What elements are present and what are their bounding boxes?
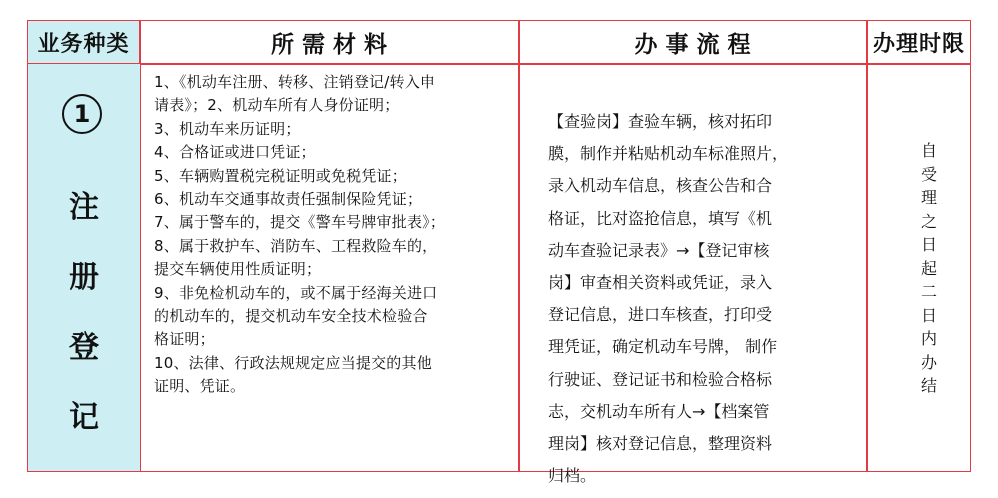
time-limit-char: 结 [920,376,937,395]
process-line: 动车查验记录表》→【登记审核 [548,240,770,260]
time-limit-char: 自 [920,141,937,160]
materials-line: 证明、凭证。 [154,377,246,396]
materials-line: 4、合格证或进口凭证； [154,143,316,162]
materials-line: 9、非免检机动车的，或不属于经海关进口 [154,283,438,302]
header-type: 业务种类 [28,21,139,63]
time-limit-char: 二 [920,282,937,301]
process-line: 理岗】核对登记信息，整理资料 [548,434,773,454]
materials-line: 1、《机动车注册、转移、注销登记/转入申 [154,73,436,91]
time-limit-char: 日 [920,305,937,325]
materials-line: 的机动车的，提交机动车安全技术检验合 [154,307,428,326]
category-char: 注 [69,190,99,225]
materials-line: 请表》；2、机动车所有人身份证明； [154,96,400,115]
time-limit-text [886,139,972,398]
materials-line: 5、车辆购置税完税证明或免税凭证； [154,166,407,185]
materials-line: 7、属于警车的，提交《警车号牌审批表》； [154,213,446,232]
header-time-limit: 办理时限 [872,30,965,57]
header-process: 办 事 流 程 [634,30,751,58]
time-limit-char: 办 [920,352,937,372]
process-line: 【查验岗】查验车辆，核对拓印 [548,112,773,131]
process-line: 行驶证、登记证书和检验合格标 [548,369,773,389]
category-char: 记 [69,400,99,435]
process-line: 登记信息，进口车核查，打印受 [548,305,773,325]
registration-table [27,20,971,486]
process-line: 志，交机动车所有人→【档案管 [548,401,770,421]
business-type-cell [28,64,140,471]
time-limit-char: 内 [920,329,937,348]
materials-list [154,71,524,399]
header-materials: 所 需 材 料 [270,30,388,58]
process-line: 格证，比对盗抢信息，填写《机 [548,208,773,228]
process-line: 膜，制作并粘贴机动车标准照片， [548,144,789,164]
materials-line: 10、法律、行政法规规定应当提交的其他 [154,353,432,372]
time-limit-char: 日 [920,235,937,254]
header-divider [28,63,970,65]
item-number-badge: 1 [62,94,102,134]
time-limit-char: 起 [920,258,937,278]
category-char: 登 [69,330,99,365]
time-limit-char: 理 [920,188,937,207]
materials-line: 6、机动车交通事故责任强制保险凭证； [154,190,423,209]
process-line: 岗】审查相关资料或凭证，录入 [548,273,773,293]
materials-line: 3、机动车来历证明； [154,119,301,138]
process-text [548,106,873,492]
category-char: 册 [69,260,99,295]
materials-line: 提交车辆使用性质证明； [154,260,322,279]
materials-line: 格证明； [154,330,215,349]
time-limit-char: 之 [920,211,937,231]
time-limit-char: 受 [920,164,937,184]
process-line: 归档。 [548,466,597,486]
process-line: 录入机动车信息，核查公告和合 [548,176,773,196]
process-line: 理凭证，确定机动车号牌， 制作 [548,337,778,357]
materials-line: 8、属于救护车、消防车、工程救险车的， [154,236,438,255]
